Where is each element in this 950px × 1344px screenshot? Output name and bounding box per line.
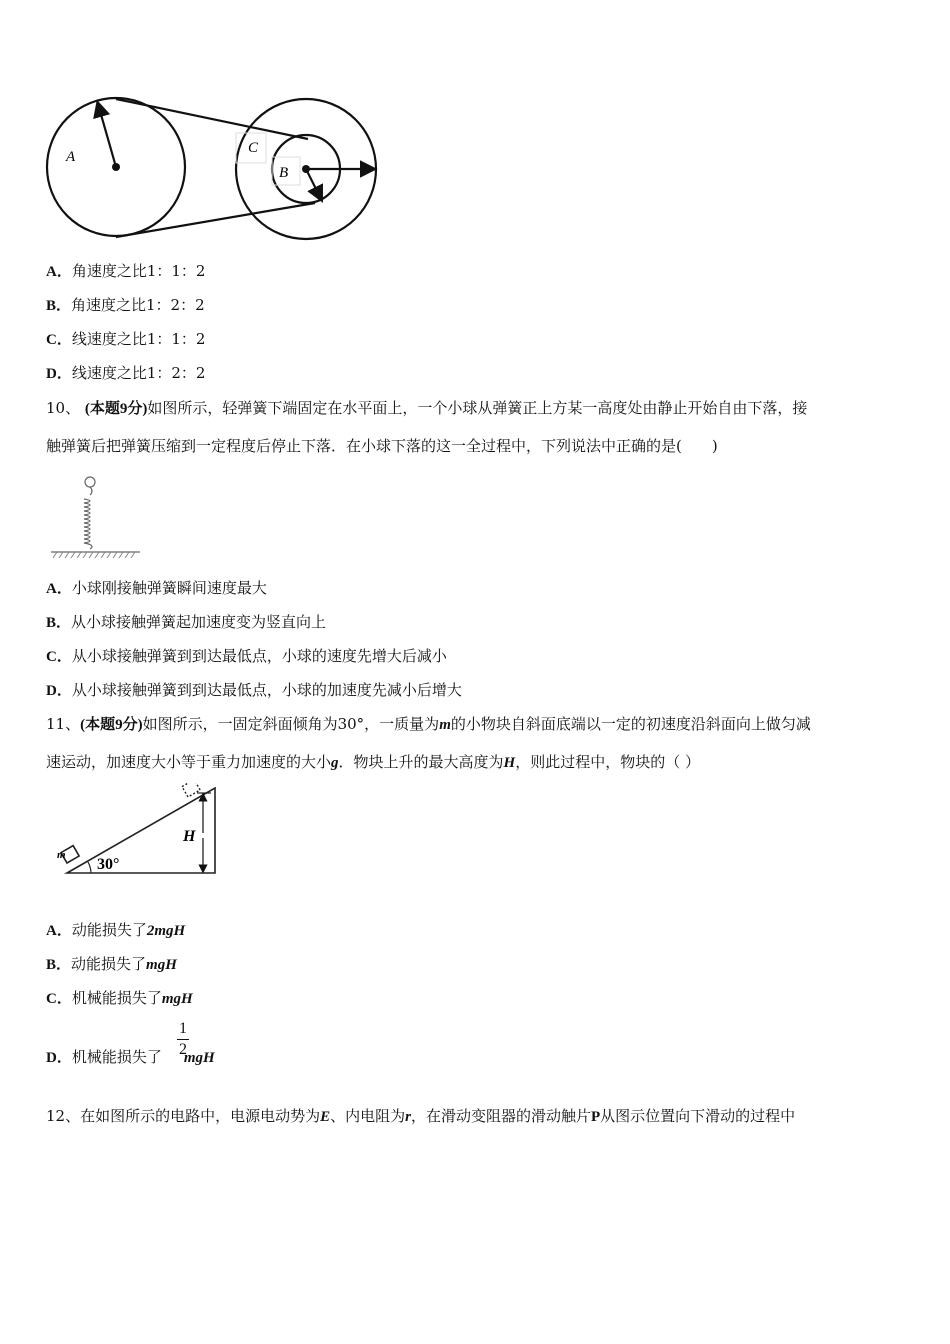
label-c: C (248, 140, 259, 156)
q10-option-d: D．从小球接触弹簧到到达最低点，小球的加速度先减小后增大 (46, 681, 462, 699)
ground-hatching (53, 552, 135, 558)
pulley-figure (40, 95, 385, 245)
fraction-denominator: 2 (179, 1041, 187, 1058)
q10-option-a: A．小球刚接触弹簧瞬间速度最大 (46, 579, 267, 597)
fraction-bar (177, 1039, 189, 1040)
angle-label: 30° (97, 856, 120, 873)
fraction-numerator: 1 (179, 1020, 187, 1037)
q9-option-a: A．角速度之比1：1：2 (46, 262, 206, 280)
q12-stem: 12、在如图所示的电路中，电源电动势为E、内电阻为r，在滑动变阻器的滑动触片P从图示位置向下滑动的过程中 (46, 1107, 796, 1125)
q11-stem-line1: 11、(本题9分)如图所示，一固定斜面倾角为30°，一质量为m的小物块自斜面底端以一定的初速度沿斜面向上做匀减 (46, 715, 811, 733)
label-a: A (66, 149, 76, 165)
q10-stem-line1: 10、 (本题9分)如图所示，轻弹簧下端固定在水平面上，一个小球从弹簧正上方某一高度处由静止开始自由下落，接 (46, 399, 808, 417)
q11-number: 11、 (46, 715, 81, 733)
mass-label: m (57, 849, 66, 861)
q11-option-d: D．机械能损失了 mgH (46, 1048, 215, 1066)
belt-bottom (116, 203, 315, 237)
spring-coil (84, 487, 92, 549)
q11-option-b: B．动能损失了mgH (46, 955, 177, 973)
q9-option-b: B．角速度之比1：2：2 (46, 296, 205, 314)
block-top (182, 783, 200, 797)
q11-option-a: A．动能损失了2mgH (46, 921, 186, 939)
q10-number: 10、 (46, 399, 81, 417)
radius-arrow-a (98, 104, 116, 167)
q11-stem-line2: 速运动，加速度大小等于重力加速度的大小g．物块上升的最大高度为H，则此过程中，物块的（ ） (46, 753, 700, 771)
q10-option-b: B．从小球接触弹簧起加速度变为竖直向上 (46, 613, 327, 631)
angle-arc (88, 862, 91, 873)
ball (85, 477, 95, 487)
q9-option-c: C．线速度之比1：1：2 (46, 330, 206, 348)
q12-number: 12、 (46, 1107, 81, 1125)
q11-meta: (本题9分) (80, 717, 143, 733)
q10-stem-line2: 触弹簧后把弹簧压缩到一定程度后停止下落．在小球下落的这一全过程中，下列说法中正确的是( ) (46, 437, 718, 455)
fraction-one-half (177, 1020, 189, 1059)
height-label: H (183, 828, 196, 845)
spring-figure (48, 472, 144, 562)
incline-figure (55, 783, 225, 883)
q9-option-d: D．线速度之比1：2：2 (46, 364, 206, 382)
label-b: B (279, 165, 289, 181)
q10-meta: (本题9分) (84, 401, 148, 417)
q10-option-c: C．从小球接触弹簧到到达最低点，小球的速度先增大后减小 (46, 647, 447, 665)
q11-option-c: C．机械能损失了mgH (46, 989, 193, 1007)
radius-arrow-b (306, 169, 321, 199)
